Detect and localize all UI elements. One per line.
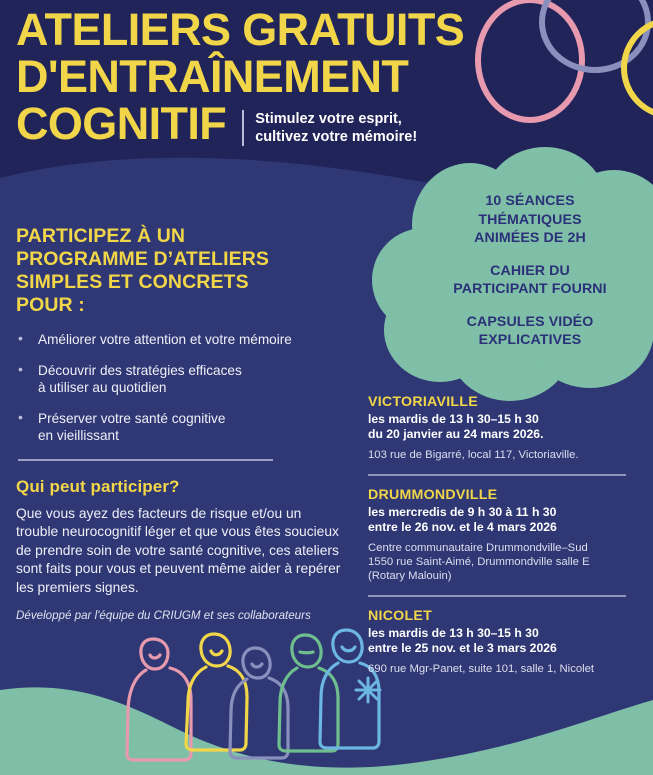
cloud-block-videos xyxy=(420,313,640,350)
location-address: Centre communautaire Drummondville–Sud 1550 rue Saint-Aimé, Drummondville salle E (Rotary Malouin) xyxy=(368,542,590,582)
title-line-2: D'ENTRAÎNEMENT xyxy=(16,51,409,102)
location-schedule-line-2: entre le 26 nov. et le 4 mars 2026 xyxy=(368,519,557,534)
poster-header xyxy=(16,6,486,147)
location-schedule xyxy=(368,412,640,441)
subtitle-text xyxy=(255,110,417,146)
title-row-3 xyxy=(16,100,486,147)
lead-heading xyxy=(16,225,346,317)
subtitle-line-2: cultivez votre mémoire! xyxy=(255,129,418,145)
location-schedule-line-2: entre le 25 nov. et le 3 mars 2026 xyxy=(368,640,557,655)
location-block xyxy=(368,487,640,583)
credit-text: Développé par l'équipe du CRIUGM et ses collaborateurs xyxy=(16,609,311,623)
location-schedule xyxy=(368,626,640,655)
left-column xyxy=(16,225,346,624)
cloud-workbook-line-2: PARTICIPANT FOURNI xyxy=(453,281,607,297)
location-schedule-line-1: les mardis de 13 h 30–15 h 30 xyxy=(368,626,539,640)
cloud-sessions-line-1: 10 SÉANCES xyxy=(485,193,575,209)
location-schedule-line-1: les mercredis de 9 h 30 à 11 h 30 xyxy=(368,505,557,519)
location-schedule xyxy=(368,505,640,534)
location-name: NICOLET xyxy=(368,608,433,624)
cloud-sessions-line-2: THÉMATIQUES xyxy=(478,211,582,228)
subtitle-divider xyxy=(242,110,244,146)
subtitle-line-1: Stimulez votre esprit, xyxy=(255,111,402,127)
location-block xyxy=(368,608,640,676)
title-line-1: ATELIERS GRATUITS xyxy=(16,4,465,55)
list-item: • Préserver votre santé cognitive en vieillissant xyxy=(16,410,346,445)
location-schedule-line-2: du 20 janvier au 24 mars 2026. xyxy=(368,426,544,441)
section-divider xyxy=(18,459,273,461)
location-name: DRUMMONDVILLE xyxy=(368,487,498,503)
cloud-workbook-line-1: CAHIER DU xyxy=(490,262,570,279)
subtitle-block xyxy=(242,110,417,146)
cloud-videos-line-1: CAPSULES VIDÉO xyxy=(466,313,594,330)
eligibility-body: Que vous ayez des facteurs de risque et/ou un trouble neurocognitif léger et que vous êtes soucieux de prendre soin de votre santé cognitive, ces ateliers sont faits pour vous et peuvent même aider à repérer les premiers signes. xyxy=(16,505,341,595)
cloud-callout xyxy=(420,192,640,350)
lead-heading-line-4: POUR : xyxy=(16,294,85,316)
eligibility-heading: Qui peut participer? xyxy=(16,476,180,496)
list-item: • Découvrir des stratégies efficaces à utiliser au quotidien xyxy=(16,362,346,397)
locations-list xyxy=(368,394,640,678)
location-schedule-line-1: les mardis de 13 h 30–15 h 30 xyxy=(368,412,539,426)
title-line-3: COGNITIF xyxy=(16,98,227,149)
cloud-block-sessions xyxy=(420,192,640,248)
lead-heading-line-2: PROGRAMME D’ATELIERS xyxy=(16,248,269,270)
list-item: • Améliorer votre attention et votre mémoire xyxy=(16,331,346,349)
cloud-sessions-line-3: ANIMÉES DE 2H xyxy=(474,230,586,246)
location-divider xyxy=(368,474,626,476)
cloud-block-workbook xyxy=(420,262,640,299)
cloud-videos-line-2: EXPLICATIVES xyxy=(478,332,582,348)
benefits-list xyxy=(16,331,346,445)
sparkle-icon xyxy=(356,678,380,702)
location-block xyxy=(368,394,640,462)
location-address: 103 rue de Bigarré, local 117, Victoriaville. xyxy=(368,449,579,461)
location-divider xyxy=(368,595,626,597)
lead-heading-line-1: PARTICIPEZ À UN xyxy=(16,225,186,247)
location-name: VICTORIAVILLE xyxy=(368,394,478,410)
location-address: 690 rue Mgr-Panet, suite 101, salle 1, Nicolet xyxy=(368,663,595,675)
lead-heading-line-3: SIMPLES ET CONCRETS xyxy=(16,271,249,293)
